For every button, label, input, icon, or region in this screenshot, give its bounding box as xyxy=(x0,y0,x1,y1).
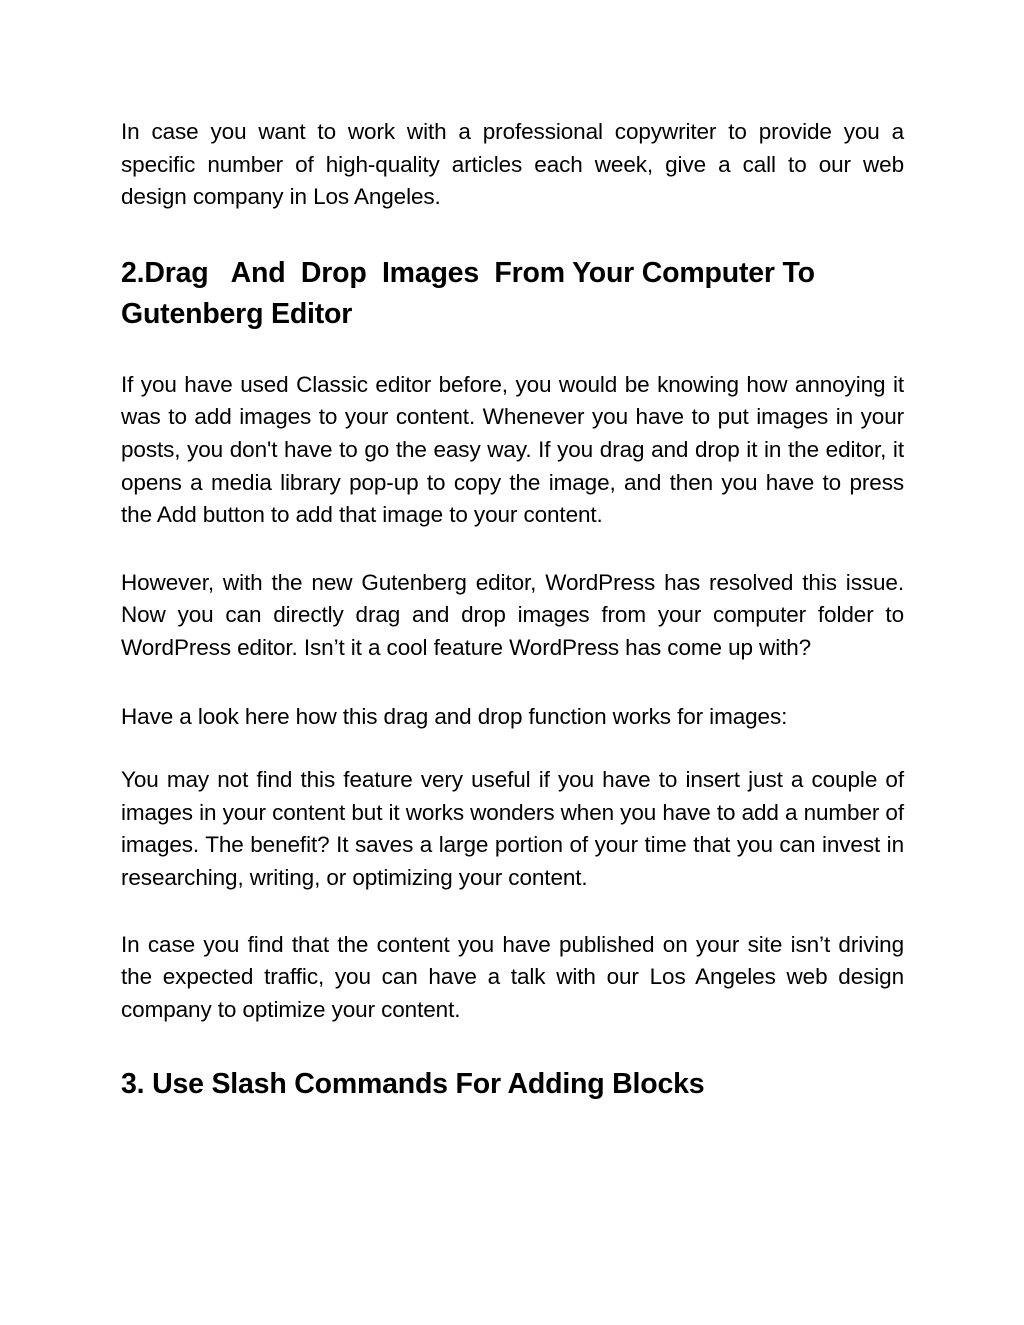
classic-editor-paragraph: If you have used Classic editor before, you would be knowing how annoying it was to add images to your content. Whenever you have to put images in your posts, you don't have to go the easy way. If you drag and drop it in the editor, it opens a media library pop-up to copy the image, and then you have to press the Add button to add that image to your content. xyxy=(121,371,904,528)
intro-paragraph: In case you want to work with a professional copywriter to provide you a specific number of high-quality articles each week, give a call to our web design company in Los Angeles. xyxy=(121,119,904,210)
traffic-paragraph: In case you find that the content you have published on your site isn’t driving the expected traffic, you can have a talk with our Los Angeles web design company to optimize your content. xyxy=(121,931,904,1022)
heading-drag-line-2: Gutenberg Editor xyxy=(121,297,353,330)
heading-drag-line-1: 2.Drag And Drop Images From Your Computer To xyxy=(121,256,815,289)
look-here-paragraph: Have a look here how this drag and drop function works for images: xyxy=(121,703,788,729)
section-heading-drag-and-drop xyxy=(121,253,904,335)
document-page xyxy=(121,116,904,1105)
gutenberg-paragraph: However, with the new Gutenberg editor, WordPress has resolved this issue. Now you can directly drag and drop images from your computer folder to WordPress editor. Isn’t it a cool feature WordPress has come up with? xyxy=(121,569,904,660)
feature-usefulness-paragraph: You may not find this feature very useful if you have to insert just a couple of images in your content but it works wonders when you have to add a number of images. The benefit? It saves a large portion of your time that you can invest in researching, writing, or optimizing your content. xyxy=(121,767,904,890)
section-heading-slash-commands: 3. Use Slash Commands For Adding Blocks xyxy=(121,1068,705,1101)
